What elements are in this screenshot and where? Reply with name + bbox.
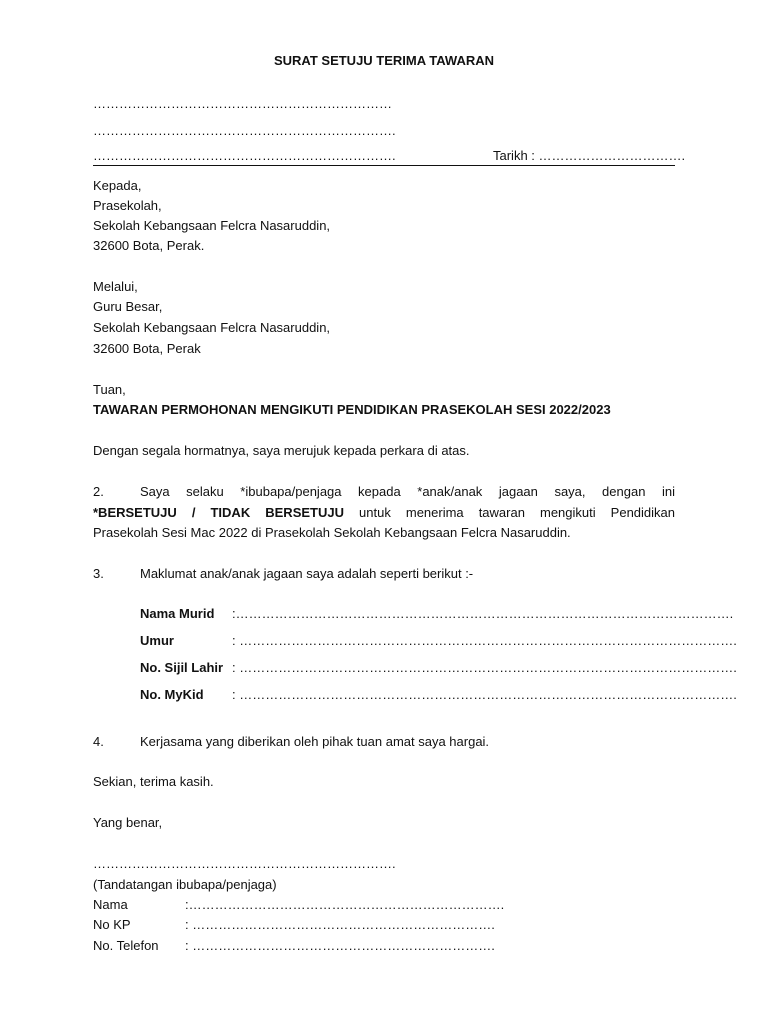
via-line: Guru Besar,	[93, 299, 163, 314]
salutation: Tuan,	[93, 382, 126, 397]
letter-title: SURAT SETUJU TERIMA TAWARAN	[273, 53, 495, 68]
parent-phone-field[interactable]: : …………………………………………………………….	[185, 938, 495, 953]
address-line-3: …………………………………………………………….	[93, 148, 396, 163]
recipient-line: 32600 Bota, Perak.	[93, 238, 205, 253]
birth-cert-field[interactable]: : …………………………………………………………………………………………………….	[232, 660, 737, 675]
via-line: Sekolah Kebangsaan Felcra Nasaruddin,	[93, 320, 331, 335]
date-value: …………………………….	[538, 148, 686, 163]
paragraph-3-number: 3.	[93, 566, 104, 581]
paragraph-4-text: Kerjasama yang diberikan oleh pihak tuan amat saya hargai.	[140, 734, 490, 749]
address-line-2: …………………………………………………………….	[93, 123, 396, 138]
paragraph-2-line-3: Prasekolah Sesi Mac 2022 di Prasekolah Sekolah Kebangsaan Felcra Nasaruddin.	[93, 525, 571, 540]
paragraph-2	[93, 482, 675, 544]
paragraph-2-line-1: 2. Saya selaku *ibubapa/penjaga kepada *anak/anak jagaan saya, dengan ini	[93, 482, 675, 503]
child-name-field[interactable]: :…………………………………………………………………………………………………….	[232, 606, 734, 621]
signature-line[interactable]: …………………………………………………………….	[93, 856, 396, 871]
date-label: Tarikh :	[493, 148, 535, 163]
parent-name-label: Nama	[93, 897, 128, 912]
mykid-label: No. MyKid	[140, 687, 204, 702]
child-age-field[interactable]: : …………………………………………………………………………………………………….	[232, 633, 737, 648]
child-age-label: Umur	[140, 633, 174, 648]
parent-name-field[interactable]: :……………………………………………………………….	[185, 897, 505, 912]
address-line-1: ……………………………………………………………	[93, 96, 392, 111]
recipient-greeting: Kepada,	[93, 178, 142, 193]
paragraph-2-number: 2.	[93, 484, 104, 499]
closing-text: Sekian, terima kasih.	[93, 774, 214, 789]
paragraph-3-text: Maklumat anak/anak jagaan saya adalah seperti berikut :-	[140, 566, 474, 581]
recipient-line: Sekolah Kebangsaan Felcra Nasaruddin,	[93, 218, 331, 233]
date-field	[493, 148, 685, 164]
paragraph-2-line-2: *BERSETUJU / TIDAK BERSETUJU untuk menerima tawaran mengikuti Pendidikan	[93, 504, 675, 520]
paragraph-4-number: 4.	[93, 734, 104, 749]
paragraph-3	[93, 566, 473, 582]
via-line: 32600 Bota, Perak	[93, 341, 201, 356]
signature-caption: (Tandatangan ibubapa/penjaga)	[93, 877, 277, 892]
sign-off: Yang benar,	[93, 815, 163, 830]
header-rule	[93, 165, 675, 166]
subject-heading: TAWARAN PERMOHONAN MENGIKUTI PENDIDIKAN PRASEKOLAH SESI 2022/2023	[93, 402, 611, 417]
parent-ic-field[interactable]: : …………………………………………………………….	[185, 917, 495, 932]
birth-cert-label: No. Sijil Lahir	[140, 660, 224, 675]
child-name-label: Nama Murid	[140, 606, 215, 621]
paragraph-1: Dengan segala hormatnya, saya merujuk kepada perkara di atas.	[93, 443, 470, 458]
parent-ic-label: No KP	[93, 917, 131, 932]
recipient-line: Prasekolah,	[93, 198, 162, 213]
consent-choice: *BERSETUJU / TIDAK BERSETUJU	[93, 504, 344, 520]
mykid-field[interactable]: : …………………………………………………………………………………………………….	[232, 687, 737, 702]
paragraph-4	[93, 734, 489, 750]
via-greeting: Melalui,	[93, 279, 138, 294]
parent-phone-label: No. Telefon	[93, 938, 159, 953]
